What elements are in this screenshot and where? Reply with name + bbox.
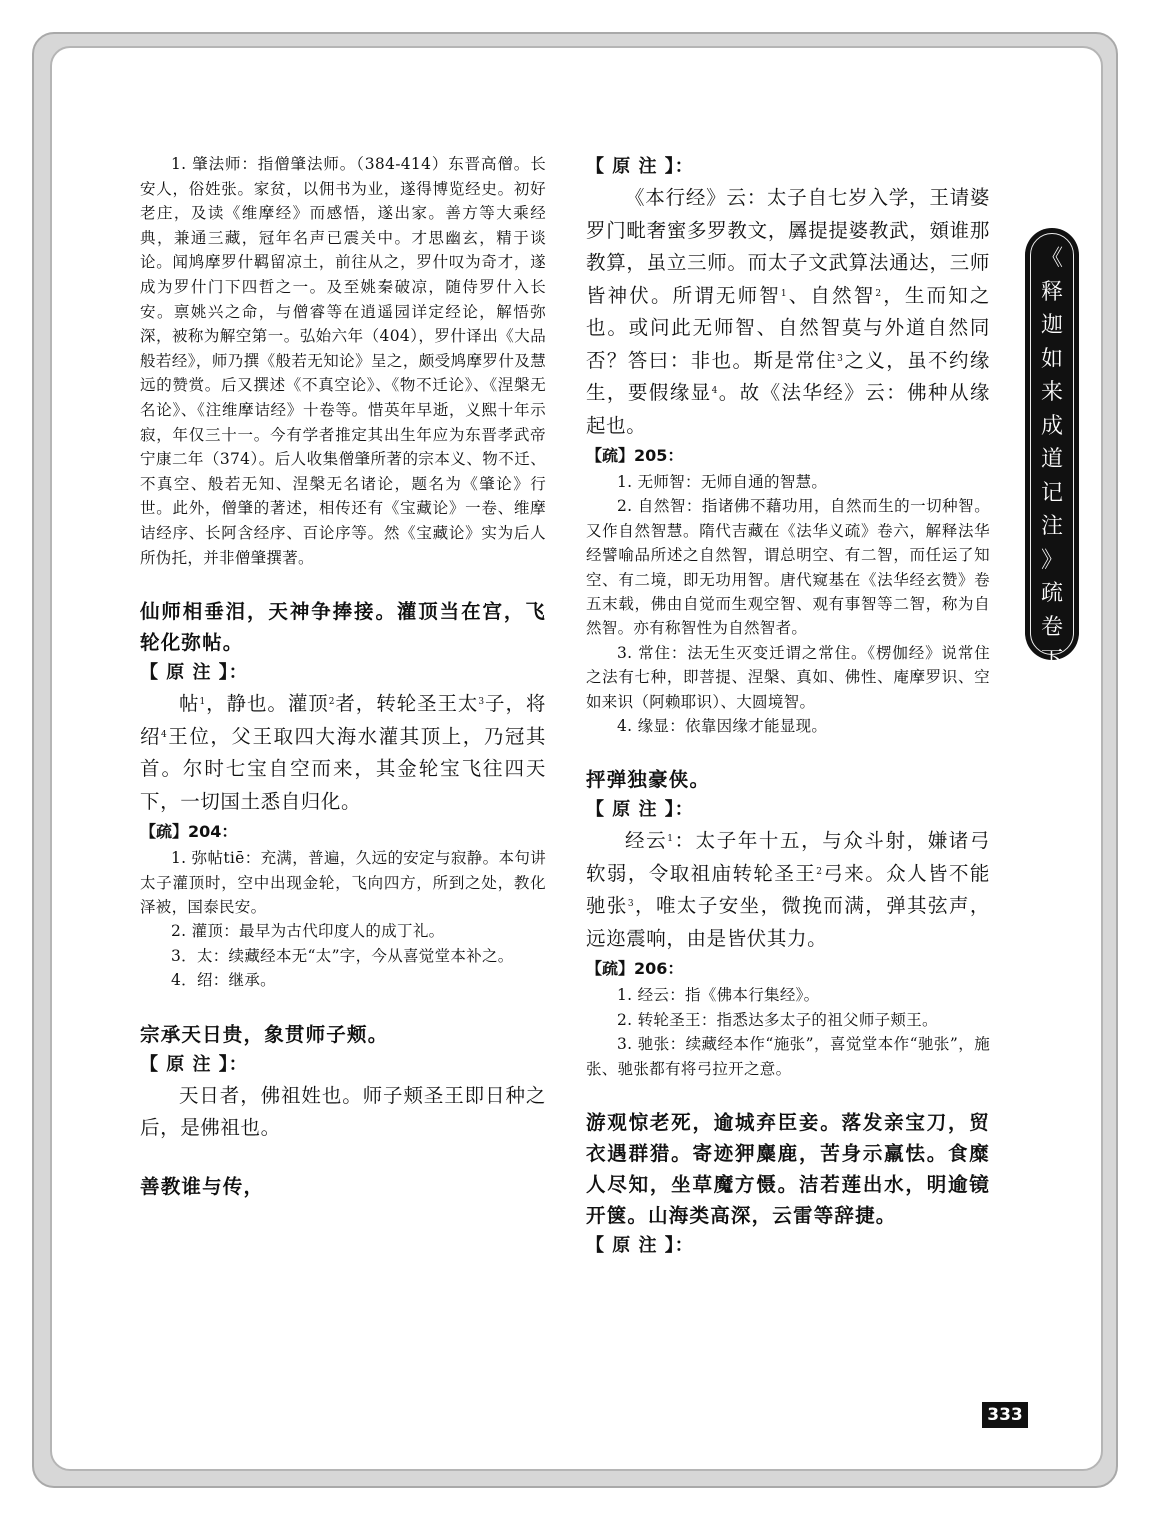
shu-heading-205: 【疏】205： [586,446,684,465]
right-column [586,152,990,1261]
shu-heading-204: 【疏】204： [140,822,238,842]
verse-xianshi: 仙师相垂泪，天神争捧接。灌顶当在宫，飞轮化弥帖。 [140,600,546,655]
page-number: 333 [982,1402,1028,1428]
verse-pingtan: 抨弹独豪侠。 [586,768,711,792]
note-206-1: 1. 经云：指《佛本行集经》。 [617,986,820,1005]
shu-heading-206: 【疏】206： [586,959,684,979]
note-206-3: 3. 驰张：续藏经本作“施张”，喜觉堂本作“驰张”，施张、驰张都有将弓拉开之意。 [586,1035,990,1078]
verse-shanjiao: 善教谁与传， [140,1174,265,1198]
left-column [140,152,546,1202]
note-206-2: 2. 转轮圣王：指悉达多太子的祖父师子颊王。 [617,1010,938,1029]
note-205-4: 4. 缘显：依靠因缘才能显现。 [617,717,828,736]
note-205-3: 3. 常住：法无生灭变迁谓之常住。《楞伽经》说常住之法有七种，即菩提、涅槃、真如、佛性、庵摩罗识、空如来识（阿赖耶识）、大圆境智。 [586,643,990,711]
note-204-2: 2. 灌顶：最早为古代印度人的成丁礼。 [171,922,445,941]
verse-youguan: 游观惊老死，逾城弃臣妾。落发亲宝刀，贸衣遇群猎。寄迹狎麋鹿，苦身示羸怯。食糜人尽知，坐草魔方慑。洁若莲出水，明逾镜开箧。山海类高深，云雷等辞捷。 [586,1111,990,1228]
yuanzhu-label: 【 原 注 】： [586,799,694,821]
yuanzhu-label: 【 原 注 】： [140,662,248,684]
yuanzhu-label: 【 原 注 】： [586,156,694,177]
note-zhao-fashi: 1. 肇法师：指僧肇法师。（384-414）东晋高僧。长安人，俗姓张。家贫，以佣书为业，遂得博览经史。初好老庄，及读《维摩经》而感悟，遂出家。善方等大乘经典，兼通三藏，冠年名声已震关中。才思幽玄，精于谈论。闻鸠摩罗什羁留凉土，前往从之，罗什叹为奇才，遂成为罗什门下四哲之一。及至姚秦破凉，随侍罗什入长安。禀姚兴之命，与僧睿等在逍遥园详定经论，解悟弥深，被称为解空第一。弘始六年（404），罗什译出《大品般若经》，师乃撰《般若无知论》呈之，颇受鸠摩罗什及慧远的赞赏。后又撰述《不真空论》、《物不迁论》、《涅槃无名论》、《注维摩诘经》十卷等。惜英年早逝，义熙十年示寂，年仅三十一。今有学者推定其出生年应为东晋孝武帝宁康二年（374）。后人收集僧肇所著的宗本义、物不迁、不真空、般若无知、涅槃无名诸论，题名为《肇论》行世。此外，僧肇的著述，相传还有《宝藏论》一卷、维摩诘经序、长阿含经序、百论序等。然《宝藏论》实为后人所伪托，并非僧肇撰著。 [140,155,546,567]
yuanzhu-body: 帖$^1$，静也。灌顶$^2$者，转轮圣王太$^3$子，将绍$^4$王位，父王取四大海水灌其顶上，乃冠其首。尔时七宝自空而来，其金轮宝飞往四天下，一切国土悉自归化。 [140,692,546,813]
note-204-3: 3．太：续藏经本无“太”字，今从喜觉堂本补之。 [171,946,514,965]
verse-zongcheng: 宗承天日贵，象贯师子颊。 [140,1022,389,1046]
yuanzhu-body: 天日者，佛祖姓也。师子颊圣王即日种之后，是佛祖也。 [140,1083,546,1140]
note-204-1: 1. 弥帖tiē：充满，普遍，久远的安定与寂静。本句讲太子灌顶时，空中出现金轮，飞向四方，所到之处，教化泽被，国泰民安。 [140,849,546,916]
yuanzhu-body: 经云$^1$：太子年十五，与众斗射，嫌诸弓软弱，令取祖庙转轮圣王$^2$弓来。众人皆不能驰张$^3$，唯太子安坐，微挽而满，弹其弦声，远迩震响，由是皆伏其力。 [586,829,991,950]
note-205-2: 2. 自然智：指诸佛不藉功用，自然而生的一切种智。又作自然智慧。隋代吉藏在《法华义疏》卷六，解释法华经譬喻品所述之自然智，谓总明空、有二智，而任运了知空、有二境，即无功用智。唐代窥基在《法华经玄赞》卷五末载，佛由自觉而生观空智、观有事智等二智，称为自然智。亦有称智性为自然智者。 [586,497,990,638]
yuanzhu-label: 【 原 注 】： [586,1235,694,1257]
note-204-4: 4．绍：继承。 [171,971,276,990]
yuanzhu-body: 《本行经》云：太子自七岁入学，王请婆罗门毗奢蜜多罗教文，羼提提婆教武，頞谁那教算，虽立三师。而太子文武算法通达，三师皆神伏。所谓无师智$^1$、自然智$^2$，生而知之也。或问此无师智、自然智莫与外道自然同否？答曰：非也。斯是常住$^3$之义，虽不约缘生，要假缘显$^4$。故《法华经》云：佛种从缘起也。 [586,186,991,437]
book-title-tab [1025,228,1079,673]
note-205-1: 1. 无师智：无师自通的智慧。 [617,473,828,491]
book-title-text: 《 释 迦 如 来 成 道 记 注 》 疏 卷 下 [1040,246,1063,673]
yuanzhu-label: 【 原 注 】： [140,1053,248,1075]
